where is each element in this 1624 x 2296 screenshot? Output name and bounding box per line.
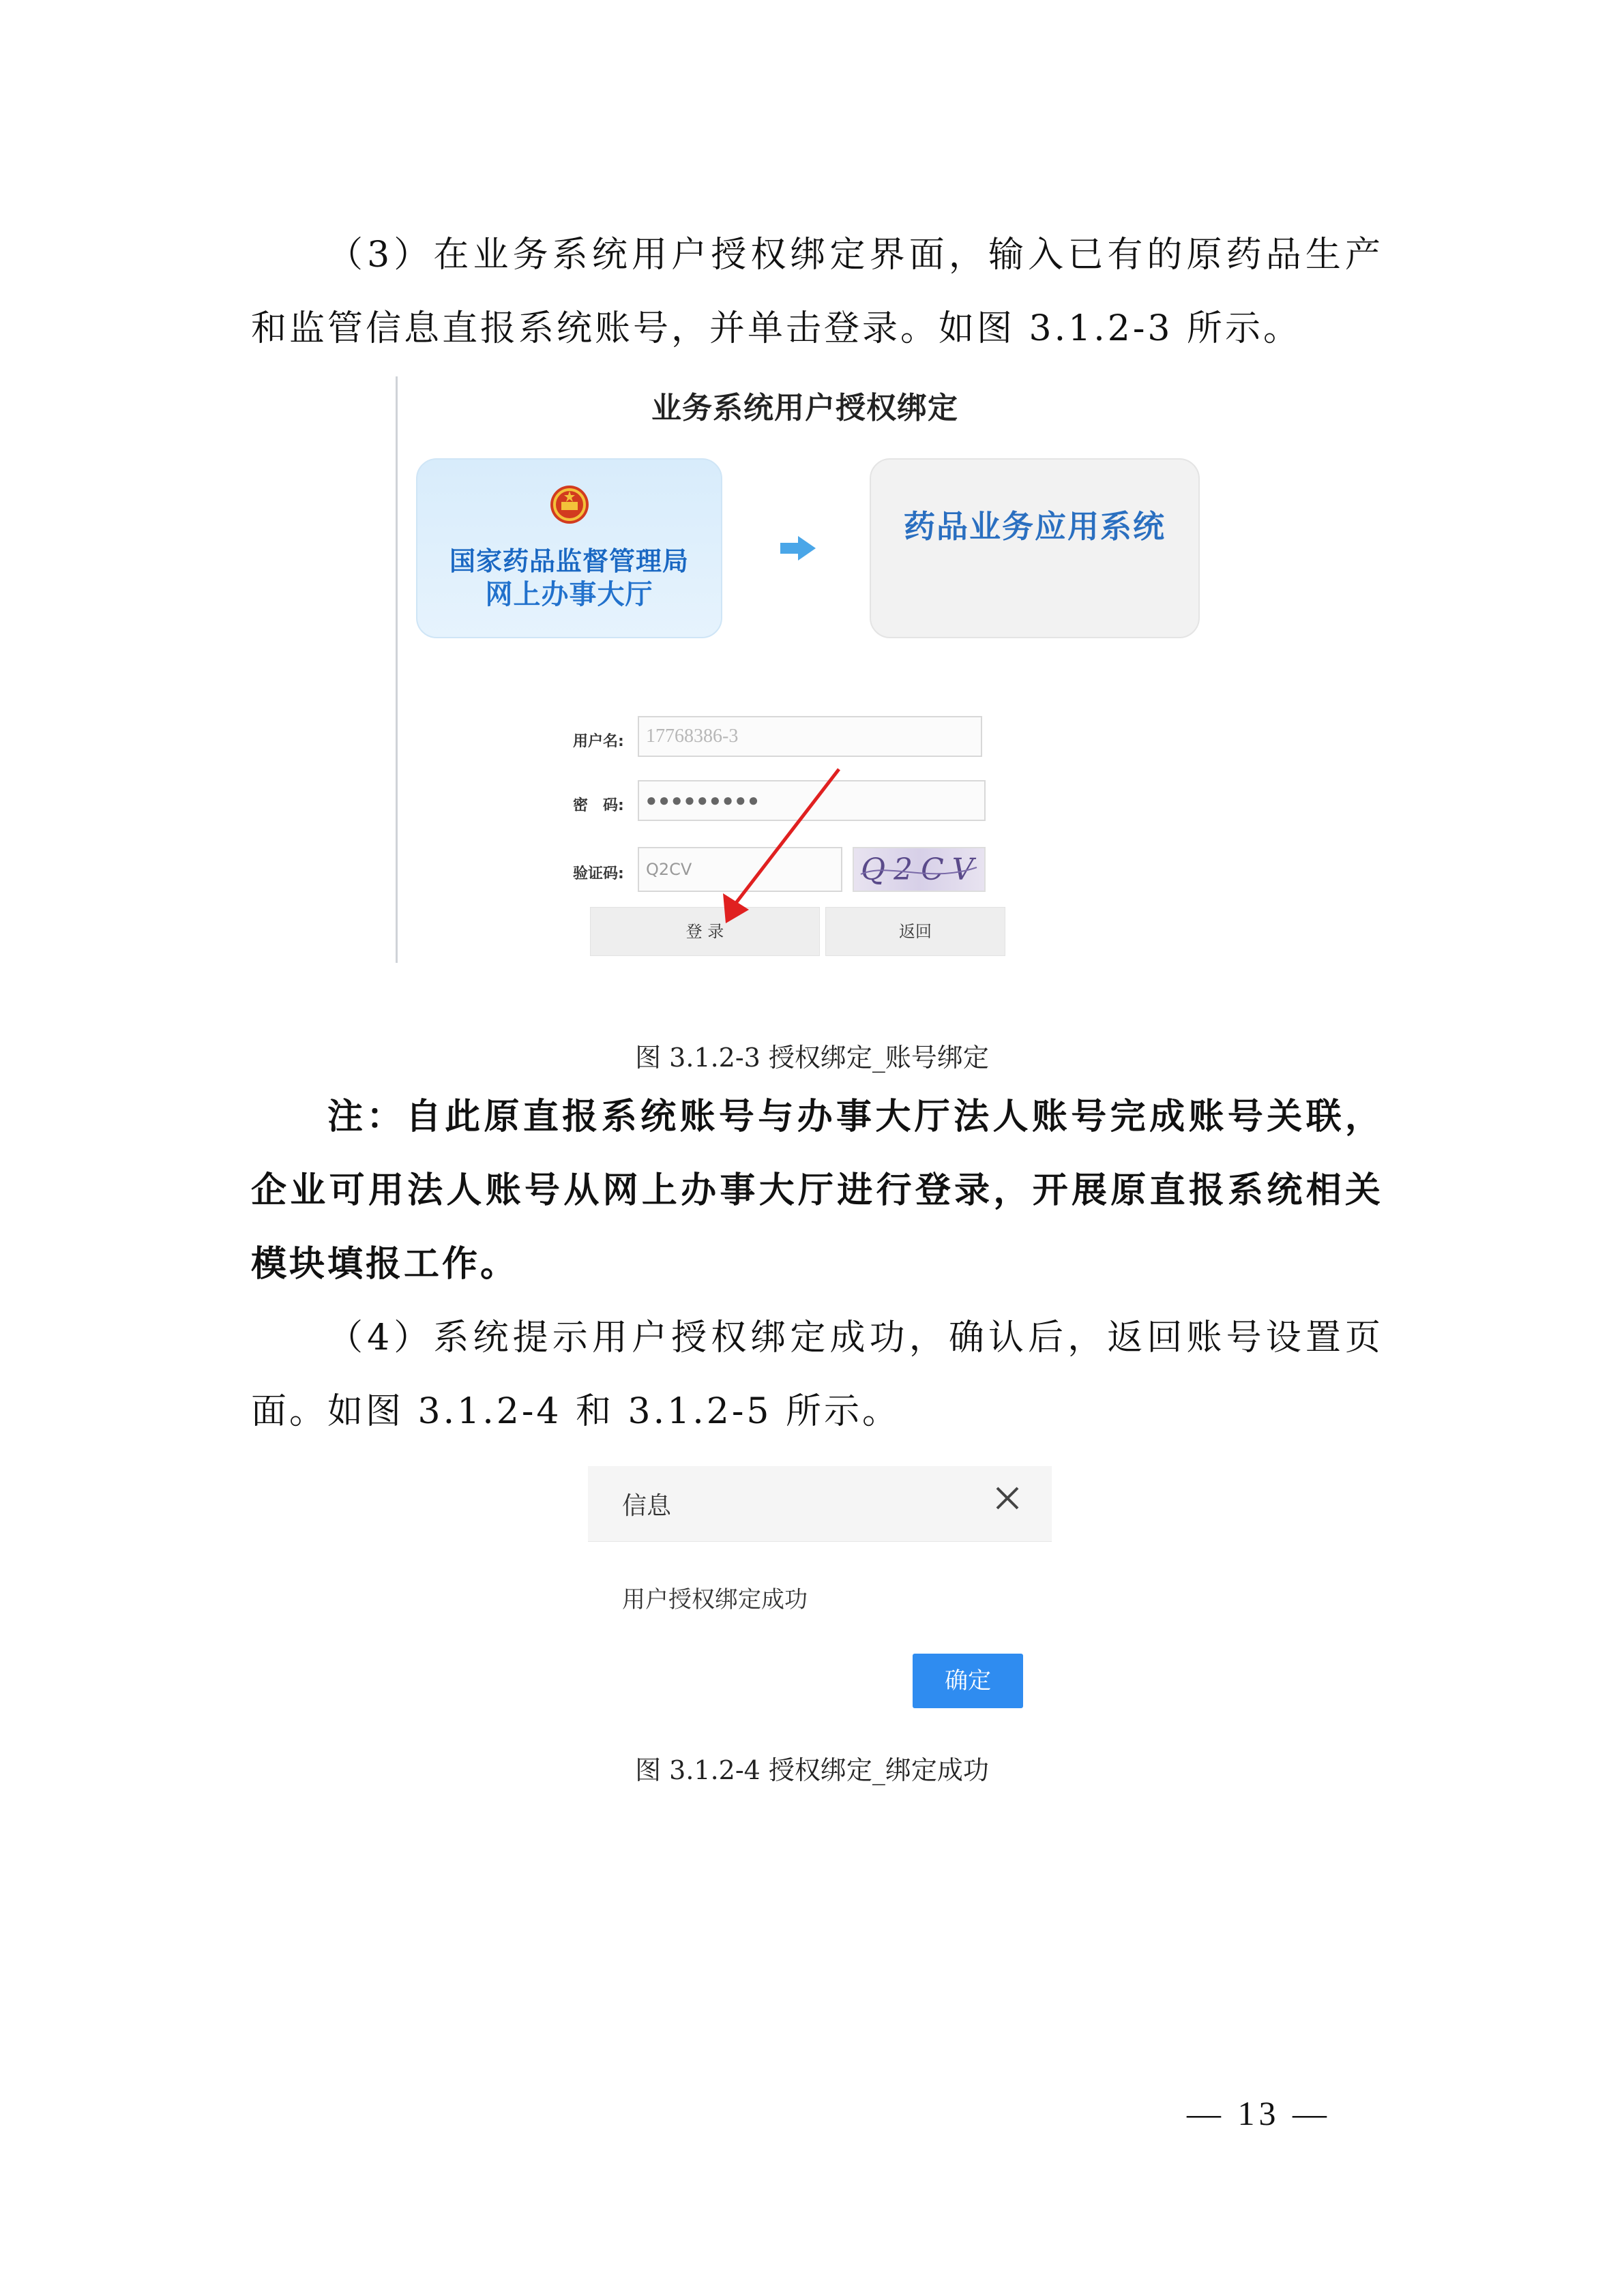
paragraph-step-3: （3）在业务系统用户授权绑定界面，输入已有的原药品生产和监管信息直报系统账号，并单击登录。如图 3.1.2-3 所示。 (251, 235, 1383, 349)
red-pointer-arrow (709, 765, 846, 929)
password-label: 密 码: (573, 797, 624, 814)
login-button[interactable]: 登 录 (590, 907, 820, 956)
figure-3-1-2-4-caption: 图 3.1.2-4 授权绑定_绑定成功 (635, 1755, 989, 1785)
dialog-title: 信息 (622, 1492, 672, 1520)
confirm-button[interactable]: 确定 (913, 1654, 1023, 1708)
nmpa-hall-card[interactable] (416, 458, 722, 638)
binding-page-title: 业务系统用户授权绑定 (651, 391, 958, 426)
captcha-glyphs (854, 848, 984, 891)
close-icon[interactable] (992, 1482, 1023, 1514)
username-label: 用户名: (573, 733, 624, 750)
success-dialog (588, 1466, 1052, 1725)
captcha-label: 验证码: (573, 865, 624, 882)
paragraph-step-4: （4）系统提示用户授权绑定成功，确认后，返回账号设置页面。如图 3.1.2-4 和 3.1.2-5 所示。 (251, 1317, 1383, 1432)
username-input[interactable]: 17768386-3 (638, 716, 982, 757)
captcha-image[interactable] (853, 847, 986, 892)
back-button[interactable]: 返回 (825, 907, 1005, 956)
drug-business-system-title: 药品业务应用系统 (904, 508, 1166, 545)
figure-3-1-2-3-caption: 图 3.1.2-3 授权绑定_账号绑定 (635, 1043, 989, 1073)
dialog-message: 用户授权绑定成功 (622, 1586, 808, 1613)
online-hall-name: 网上办事大厅 (485, 579, 653, 610)
captcha-image-text: Q2CV (861, 852, 982, 887)
national-emblem-icon (548, 481, 591, 529)
nmpa-name: 国家药品监督管理局 (449, 546, 689, 576)
drug-business-system-card[interactable] (870, 458, 1200, 638)
password-input[interactable]: ●●●●●●●●● (638, 780, 986, 821)
arrow-right-icon (778, 533, 818, 563)
dialog-header (588, 1466, 1052, 1542)
note-paragraph: 注：自此原直报系统账号与办事大厅法人账号完成账号关联，企业可用法人账号从网上办事大厅进行登录，开展原直报系统相关模块填报工作。 (251, 1096, 1383, 1285)
captcha-input[interactable]: Q2CV (638, 847, 842, 892)
figure-left-border (396, 376, 398, 963)
figure-account-binding (396, 376, 1214, 963)
page-number: — 13 — (1187, 2094, 1331, 2132)
